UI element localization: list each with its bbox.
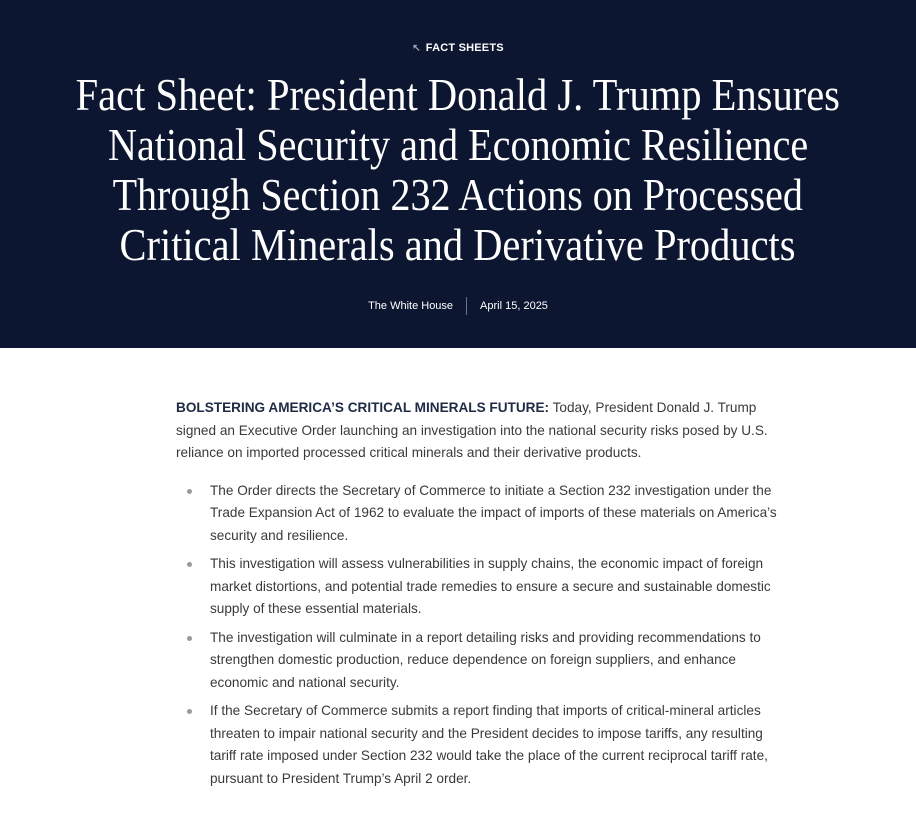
breadcrumb-label[interactable]: FACT SHEETS	[425, 42, 504, 54]
page-title	[0, 70, 916, 270]
breadcrumb[interactable]	[0, 42, 916, 54]
byline	[0, 297, 916, 315]
article-body	[176, 397, 786, 796]
list-item-text: The Order directs the Secretary of Commerce to initiate a Section 232 investigation under the Trade Expansion Act of 1962 to evaluate the impact of imports of these materials on America’s security and resilience.	[210, 482, 777, 543]
list-item	[176, 700, 786, 790]
title-line	[0, 70, 916, 120]
lead-text: Today, President Donald J. Trump signed an Executive Order launching an investigation into the national security risks posed by U.S. reliance on imported processed critical minerals and their derivative products.	[176, 400, 768, 460]
title-line-text: Through Section 232 Actions on Processed	[112, 169, 804, 220]
bullet-icon	[187, 709, 192, 714]
title-line	[0, 170, 916, 220]
list-item	[176, 553, 786, 621]
title-line	[0, 120, 916, 170]
hero-banner	[0, 0, 916, 348]
arrow-up-left-icon: ↖	[412, 43, 421, 54]
title-line-text: Fact Sheet: President Donald J. Trump Ensures	[75, 69, 841, 120]
bullet-list	[176, 480, 786, 791]
bullet-icon	[187, 636, 192, 641]
title-line-text: National Security and Economic Resilience	[107, 119, 809, 170]
byline-divider	[466, 297, 467, 315]
publish-date: April 15, 2025	[480, 300, 548, 312]
bullet-icon	[187, 489, 192, 494]
list-item-text: This investigation will assess vulnerabilities in supply chains, the economic impact of foreign market distortions, and potential trade remedies to ensure a secure and sustainable domestic supply of these essential materials.	[210, 556, 771, 616]
title-line-text: Critical Minerals and Derivative Products	[120, 219, 796, 270]
list-item-text: If the Secretary of Commerce submits a report finding that imports of critical-mineral articles threaten to impair national security and the President decides to impose tariffs, any resulting tariff rate imposed under Section 232 would take the place of the current reciprocal tariff rate, pursuant to President Trump’s April 2 order.	[210, 703, 768, 786]
list-item-text: The investigation will culminate in a report detailing risks and providing recommendations to strengthen domestic production, reduce dependence on foreign suppliers, and enhance economic and national security.	[210, 629, 761, 690]
lead-paragraph	[176, 397, 786, 465]
list-item	[176, 480, 786, 548]
author[interactable]: The White House	[368, 300, 454, 312]
bullet-icon	[187, 562, 192, 567]
title-line	[0, 220, 916, 270]
lead-heading: BOLSTERING AMERICA’S CRITICAL MINERALS FUTURE:	[176, 400, 550, 415]
list-item	[176, 627, 786, 695]
